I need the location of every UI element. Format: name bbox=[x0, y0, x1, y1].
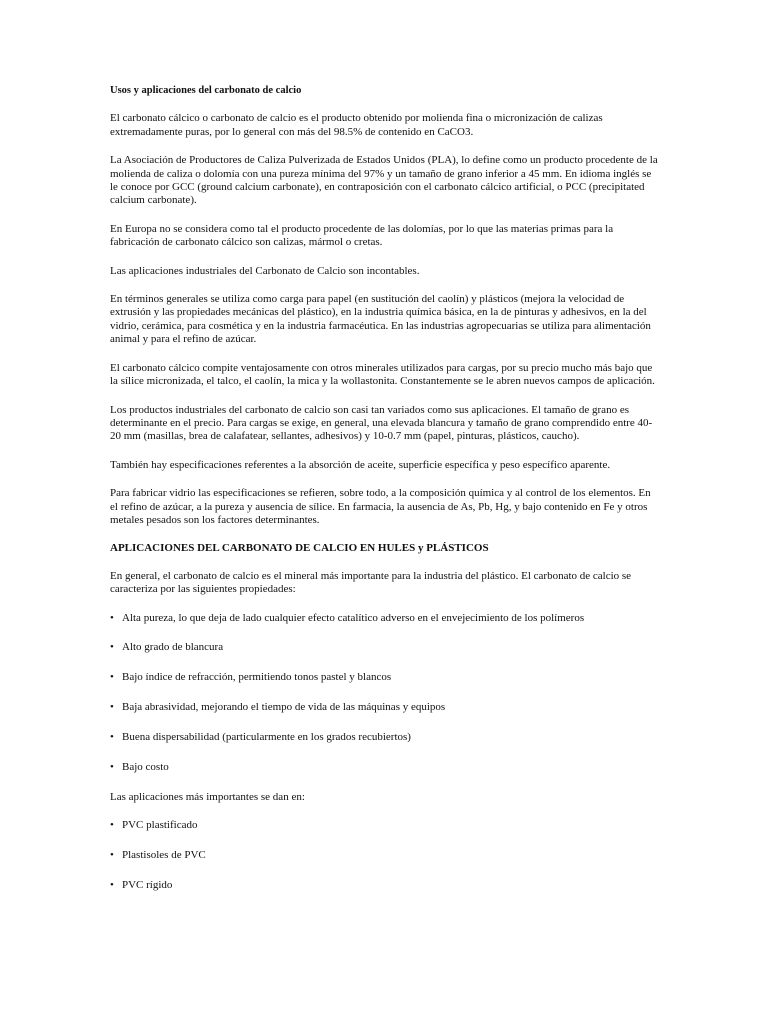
bullet-icon: • bbox=[110, 731, 114, 744]
list-item-text: Plastisoles de PVC bbox=[122, 849, 206, 862]
list-item-text: PVC plastificado bbox=[122, 819, 198, 832]
bullet-icon: • bbox=[110, 641, 114, 654]
list-item-text: Alta pureza, lo que deja de lado cualquier efecto catalítico adverso en el envejecimiento de los polímeros bbox=[122, 611, 585, 624]
list-item-text: Bajo costo bbox=[122, 761, 169, 774]
bullet-icon: • bbox=[110, 819, 114, 832]
bullet-icon: • bbox=[110, 879, 114, 892]
applications-list bbox=[110, 819, 660, 892]
list-item bbox=[110, 641, 660, 654]
section-intro: En general, el carbonato de calcio es el mineral más importante para la industria del plástico. El carbonato de calcio se caracteriza por las siguientes propiedades: bbox=[110, 569, 632, 596]
document-page bbox=[110, 84, 660, 909]
bullet-icon: • bbox=[110, 761, 114, 774]
list-item bbox=[110, 879, 660, 892]
section-heading: APLICACIONES DEL CARBONATO DE CALCIO EN HULES y PLÁSTICOS bbox=[110, 542, 489, 555]
list-item bbox=[110, 819, 660, 832]
bullet-icon: • bbox=[110, 611, 114, 624]
paragraph-industrial-products: Los productos industriales del carbonato de calcio son casi tan variados como sus aplicaciones. El tamaño de grano es determinante en el precio. Para cargas se exige, en general, una elevada blancura y tamaño de grano comprendido entre 40-20 mm (masillas, brea de calafatear, sellantes, adhesivos) y 10-0.7 mm (papel, pinturas, plásticos, caucho). bbox=[110, 403, 653, 443]
paragraph-pla-definition: La Asociación de Productores de Caliza Pulverizada de Estados Unidos (PLA), lo define como un producto procedente de la molienda de caliza o dolomía con una pureza mínima del 97% y un tamaño de grano inferior a 45 mm. En idioma inglés se le conoce por GCC (ground calcium carbonate), en contraposición con el carbonato cálcico artificial, o PCC (precipitated calcium carbonate). bbox=[110, 154, 658, 207]
list-item-text: PVC rígido bbox=[122, 879, 173, 892]
list-item bbox=[110, 849, 660, 862]
paragraph-europe: En Europa no se considera como tal el producto procedente de las dolomías, por lo que las materias primas para la fabricación de carbonato cálcico son calizas, mármol o cretas. bbox=[110, 222, 614, 249]
list-item-text: Buena dispersabilidad (particularmente en los grados recubiertos) bbox=[122, 731, 411, 744]
paragraph-competition: El carbonato cálcico compite ventajosamente con otros minerales utilizados para cargas, por su precio mucho más bajo que la sílice micronizada, el talco, el caolín, la mica y la wollastonita. Constantemente se le abren nuevos campos de aplicación. bbox=[110, 361, 655, 388]
bullet-icon: • bbox=[110, 701, 114, 714]
bullet-icon: • bbox=[110, 849, 114, 862]
paragraph-glass-sugar-pharma: Para fabricar vidrio las especificaciones se refieren, sobre todo, a la composición química y al control de los elementos. En el refino de azúcar, a la pureza y ausencia de sílice. En farmacia, la ausencia de As, Pb, Hg, y bajo contenido en Fe y otros metales pesados son los factores determinantes. bbox=[110, 487, 651, 526]
list-item bbox=[110, 612, 660, 625]
list-item bbox=[110, 671, 660, 684]
list-item bbox=[110, 701, 660, 714]
list-item-text: Baja abrasividad, mejorando el tiempo de vida de las máquinas y equipos bbox=[122, 701, 446, 714]
bullet-icon: • bbox=[110, 671, 114, 684]
list-item bbox=[110, 761, 660, 774]
properties-list bbox=[110, 612, 660, 775]
list-item-text: Bajo índice de refracción, permitiendo tonos pastel y blancos bbox=[122, 671, 392, 684]
paragraph-definition: El carbonato cálcico o carbonato de calcio es el producto obtenido por molienda fina o micronización de calizas extremadamente puras, por lo general con más del 98.5% de contenido en CaCO3. bbox=[110, 112, 603, 138]
paragraph-specifications: También hay especificaciones referentes a la absorción de aceite, superficie específica y peso específico aparente. bbox=[110, 458, 611, 471]
paragraph-applications-count: Las aplicaciones industriales del Carbonato de Calcio son incontables. bbox=[110, 264, 420, 277]
list-item bbox=[110, 731, 660, 744]
list-item-text: Alto grado de blancura bbox=[122, 641, 224, 654]
paragraph-general-uses: En términos generales se utiliza como carga para papel (en sustitución del caolín) y plásticos (mejora la velocidad de extrusión y las propiedades mecánicas del plástico), en la industria química básica, en la de pinturas y adhesivos, en la del vidrio, cerámica, para cosmética y en la industria farmacéutica. En las industrias agropecuarias se utiliza para alimentación animal y para el refino de azúcar. bbox=[110, 293, 651, 346]
document-title: Usos y aplicaciones del carbonato de calcio bbox=[110, 85, 302, 96]
applications-intro: Las aplicaciones más importantes se dan en: bbox=[110, 791, 305, 803]
